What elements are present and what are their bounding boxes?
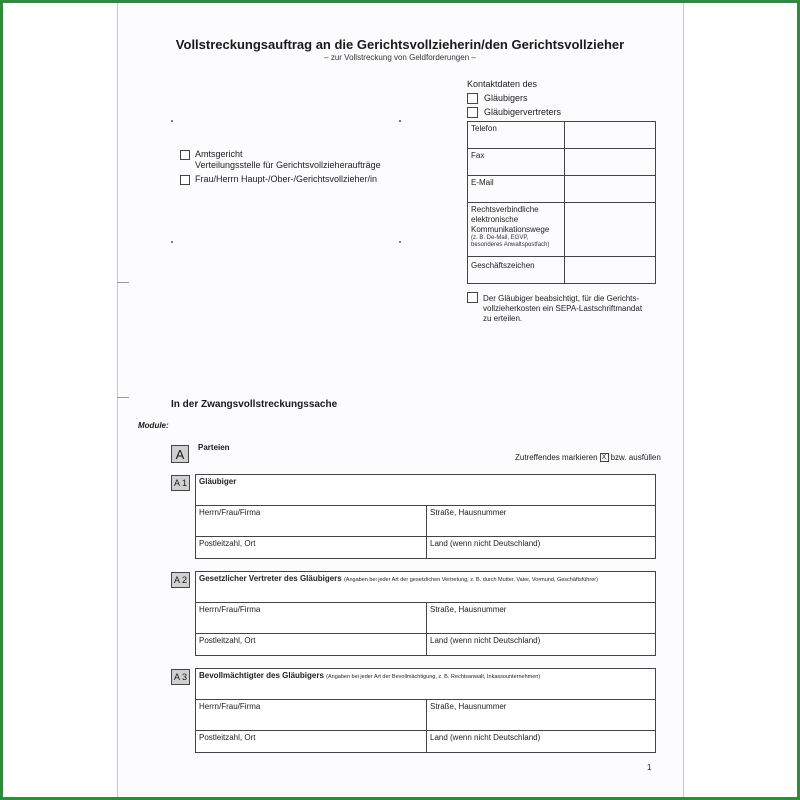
rvk-label: Rechtsverbindliche elektronische Kommunikationswege (z. B. De-Mail, EGVP, besonderes Anwaltspostfach) — [468, 203, 565, 257]
geschaeftszeichen-field[interactable] — [565, 257, 656, 284]
module-a-title: Parteien — [198, 443, 230, 452]
contact-table — [467, 121, 656, 284]
case-heading: In der Zwangsvollstreckungssache — [171, 399, 338, 410]
amtsgericht-checkbox[interactable] — [180, 150, 190, 160]
fax-field[interactable] — [565, 149, 656, 176]
a1-country-field[interactable]: Land (wenn nicht Deutschland) — [426, 536, 656, 559]
a1-zip-field[interactable]: Postleitzahl, Ort — [195, 536, 427, 559]
fold-mark — [117, 282, 129, 283]
geschaeftszeichen-label: Geschäftszeichen — [468, 257, 565, 284]
a2-title: Gesetzlicher Vertreter des Gläubigers (Angaben bei jeder Art der gesetzlichen Vertretung, z. B. durch Mutter, Vater, Vormund, Geschäftsführer) — [199, 574, 598, 583]
module-a1-badge: A 1 — [171, 475, 190, 491]
telefon-field[interactable] — [565, 122, 656, 149]
a3-street-field[interactable]: Straße, Hausnummer — [426, 699, 656, 731]
page-title: Vollstreckungsauftrag an die Gerichtsvollzieherin/den Gerichtsvollzieher — [175, 37, 625, 52]
sepa-text-3: zu erteilen. — [483, 314, 523, 323]
amtsgericht-label: Amtsgericht — [195, 149, 243, 159]
module-a3-badge: A 3 — [171, 669, 190, 685]
a2-header-cell — [195, 571, 656, 603]
a2-name-field[interactable]: Herrn/Frau/Firma — [195, 602, 427, 634]
gerichtsvollzieher-label: Frau/Herrn Haupt-/Ober-/Gerichtsvollzieher/in — [195, 174, 378, 184]
contact-vertreter-checkbox[interactable] — [467, 107, 478, 118]
module-a2-badge: A 2 — [171, 572, 190, 588]
a2-zip-field[interactable]: Postleitzahl, Ort — [195, 633, 427, 656]
telefon-label: Telefon — [468, 122, 565, 149]
a1-name-field[interactable]: Herrn/Frau/Firma — [195, 505, 427, 537]
email-label: E-Mail — [468, 176, 565, 203]
contact-glaeubiger-label: Gläubigers — [484, 93, 528, 103]
module-a-badge: A — [171, 445, 189, 463]
a2-street-field[interactable]: Straße, Hausnummer — [426, 602, 656, 634]
contact-glaeubiger-checkbox[interactable] — [467, 93, 478, 104]
address-corner-mark — [399, 120, 401, 122]
a3-name-field[interactable]: Herrn/Frau/Firma — [195, 699, 427, 731]
address-corner-mark — [399, 241, 401, 243]
verteilungsstelle-label: Verteilungsstelle für Gerichtsvollzieheraufträge — [195, 160, 381, 170]
fax-label: Fax — [468, 149, 565, 176]
a3-zip-field[interactable]: Postleitzahl, Ort — [195, 730, 427, 753]
modules-label: Module: — [138, 421, 169, 430]
sepa-text-1: Der Gläubiger beabsichtigt, für die Gerichts- — [483, 294, 640, 303]
a1-title: Gläubiger — [199, 477, 237, 486]
a2-country-field[interactable]: Land (wenn nicht Deutschland) — [426, 633, 656, 656]
module-a-hint: Zutreffendes markieren X bzw. ausfüllen — [515, 453, 661, 462]
page-number: 1 — [647, 763, 652, 772]
page-subtitle: – zur Vollstreckung von Geldforderungen – — [324, 53, 476, 62]
a1-street-field[interactable]: Straße, Hausnummer — [426, 505, 656, 537]
a1-header-cell — [195, 474, 656, 506]
punch-mark — [117, 397, 129, 398]
gerichtsvollzieher-checkbox[interactable] — [180, 175, 190, 185]
contact-heading: Kontaktdaten des — [467, 79, 538, 89]
email-field[interactable] — [565, 176, 656, 203]
a3-country-field[interactable]: Land (wenn nicht Deutschland) — [426, 730, 656, 753]
address-corner-mark — [171, 241, 173, 243]
hint-x-box: X — [600, 453, 609, 462]
sepa-text-2: vollzieherkosten ein SEPA-Lastschriftmandat — [483, 304, 643, 313]
a3-header-cell — [195, 668, 656, 700]
address-corner-mark — [171, 120, 173, 122]
rvk-field[interactable] — [565, 203, 656, 257]
a3-title: Bevollmächtigter des Gläubigers (Angaben bei jeder Art der Bevollmächtigung, z. B. Rechtsanwalt, Inkassounternehmen) — [199, 671, 541, 680]
contact-vertreter-label: Gläubigervertreters — [484, 107, 562, 117]
sepa-checkbox[interactable] — [467, 292, 478, 303]
